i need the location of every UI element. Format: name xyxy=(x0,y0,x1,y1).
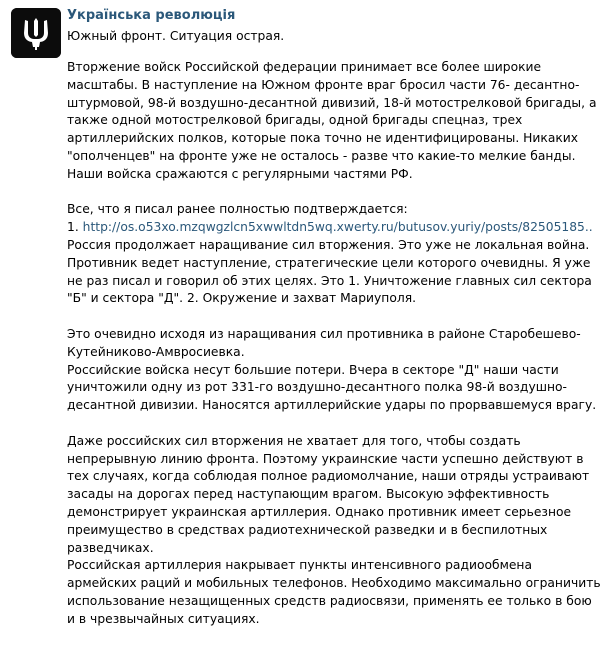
paragraph-text: Это очевидно исходя из наращивания сил противника в районе Старобешево-Кутейниково-Амвросиевка. xyxy=(67,326,581,359)
avatar[interactable] xyxy=(11,8,61,58)
post-body xyxy=(67,59,601,646)
paragraph-text: Российская артиллерия накрывает пункты интенсивного радиообмена армейских раций и мобильных телефонов. Необходимо максимально ограничить использование незащищенных средств радиосвязи, применять ее только в бою и в чрезвычайных ситуациях. xyxy=(67,558,601,626)
external-link[interactable]: http://os.o53xo.mzqwgzlcn5xwwltdn5wq.xwerty.ru/butusov.yuriy/posts/82505185.. xyxy=(82,220,593,235)
paragraph-text: Вторжение войск Российской федерации принимает все более широкие масштабы. В наступление на Южном фронте враг бросил части 76- десантно-штурмовой, 98-й воздушно-десантной дивизий, 18-й мотострелковой бригады, а также одной мотострелковой бригады, одной бригады спецназ, трех артиллерийских полков, которые пока точно не идентифицированы. Никаких "ополченцев" на фронте уже не осталось - разве что какие-то мелкие банды. Наши войска сражаются с регулярными частями РФ. xyxy=(67,60,597,181)
post-paragraph xyxy=(67,433,601,629)
trident-icon xyxy=(11,8,61,58)
paragraph-text: Россия продолжает наращивание сил вторжения. Это уже не локальная война. Противник ведет наступление, стратегические цели которого очевидны. Я уже не раз писал и говорил об этих целях. Это 1. Уничтожение главных сил сектора "Б" и сектора "Д". 2. Окружение и захват Мариуполя. xyxy=(67,237,592,306)
paragraph-text: Все, что я писал ранее полностью подтверждается: xyxy=(67,202,408,217)
link-prefix: 1. xyxy=(67,220,83,235)
post-subtitle: Южный фронт. Ситуация острая. xyxy=(67,29,285,43)
post-paragraph xyxy=(67,326,601,415)
post-author[interactable]: Українська революція xyxy=(67,8,236,23)
paragraph-text: Даже российских сил вторжения не хватает для того, чтобы создать непрерывную линию фронта. Поэтому украинские части успешно действуют в тех случаях, когда соблюдая полное радиомолчание, наши отряды устраивают засады на дорогах перед наступающим врагом. Высокую эффективность демонстрирует украинская артиллерия. Однако противник имеет серьезное преимущество в средствах радиотехнической разведки и в беспилотных разведчиках. xyxy=(67,433,590,555)
paragraph-text: Российские войска несут большие потери. Вчера в секторе "Д" наши части уничтожили одну из рот 331-го воздушно-десантного полка 98-й воздушно-десантной дивизии. Наносятся артиллерийские удары по прорвавшемуся врагу. xyxy=(67,362,597,413)
post-paragraph xyxy=(67,59,601,184)
post-paragraph xyxy=(67,201,601,308)
